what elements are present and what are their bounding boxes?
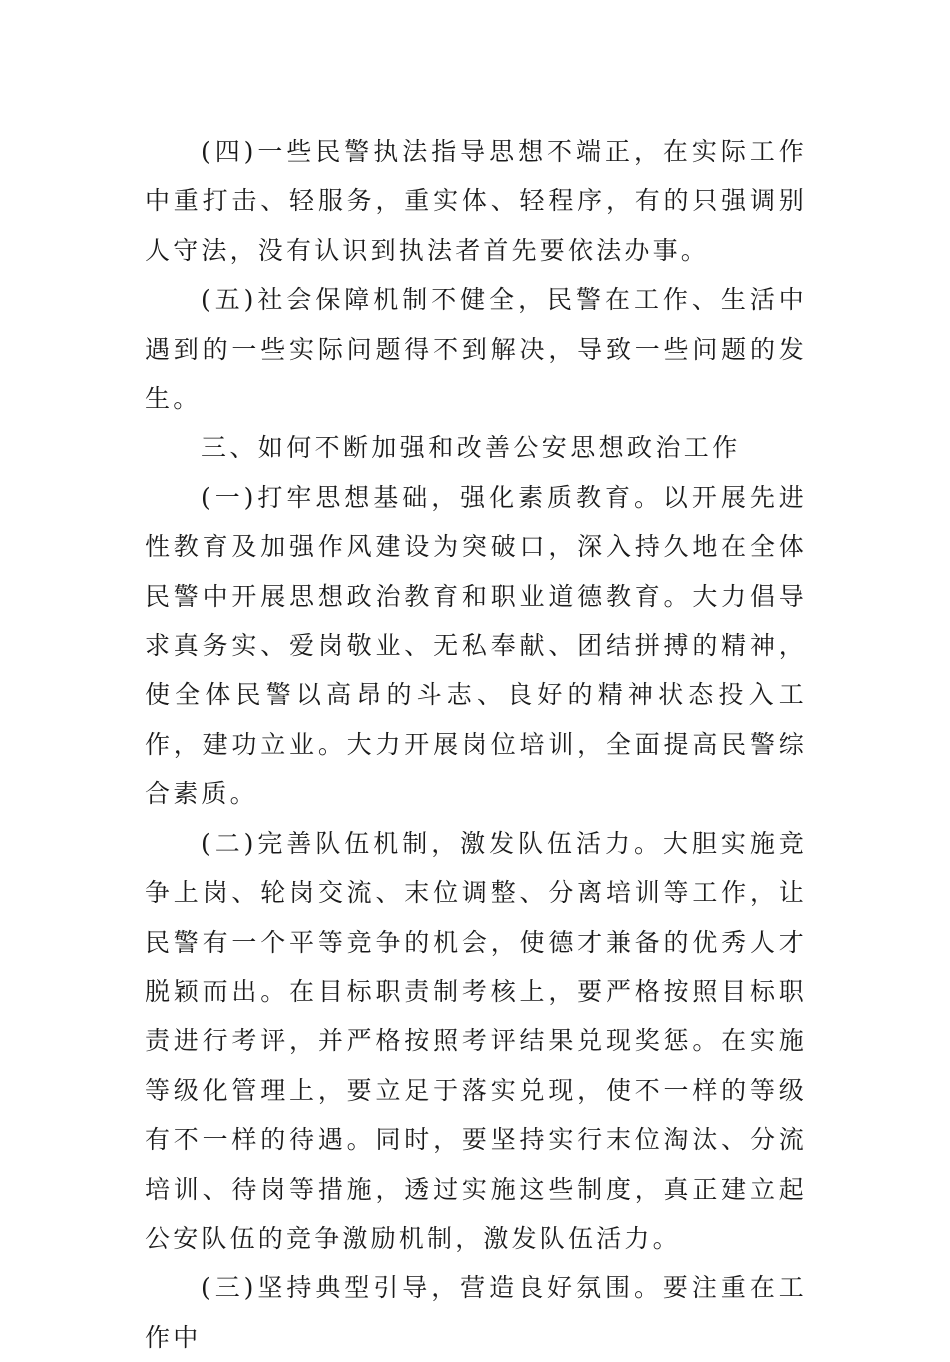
section-heading-3: 三、如何不断加强和改善公安思想政治工作	[201, 433, 741, 463]
paragraph-social-security: (五)社会保障机制不健全，民警在工作、生活中遇到的一些实际问题得不到解决，导致一些问题的发生。	[145, 285, 807, 414]
paragraph-typical-guidance: (三)坚持典型引导，营造良好氛围。要注重在工作中	[145, 1273, 807, 1352]
document-body	[145, 127, 807, 1362]
paragraph-ideological-foundation: (一)打牢思想基础，强化素质教育。以开展先进性教育及加强作风建设为突破口，深入持久地在全体民警中开展思想政治教育和职业道德教育。大力倡导求真务实、爱岗敬业、无私奉献、团结拼搏的精神，使全体民警以高昂的斗志、良好的精神状态投入工作，建功立业。大力开展岗位培训，全面提高民警综合素质。	[145, 482, 807, 809]
paragraph-team-mechanism: (二)完善队伍机制，激发队伍活力。大胆实施竞争上岗、轮岗交流、末位调整、分离培训等工作，让民警有一个平等竞争的机会，使德才兼备的优秀人才脱颖而出。在目标职责制考核上，要严格按照目标职责进行考评，并严格按照考评结果兑现奖惩。在实施等级化管理上，要立足于落实兑现，使不一样的等级有不一样的待遇。同时，要坚持实行末位淘汰、分流培训、待岗等措施，透过实施这些制度，真正建立起公安队伍的竞争激励机制，激发队伍活力。	[145, 828, 807, 1253]
paragraph-law-enforcement: (四)一些民警执法指导思想不端正，在实际工作中重打击、轻服务，重实体、轻程序，有的只强调别人守法，没有认识到执法者首先要依法办事。	[145, 137, 807, 265]
